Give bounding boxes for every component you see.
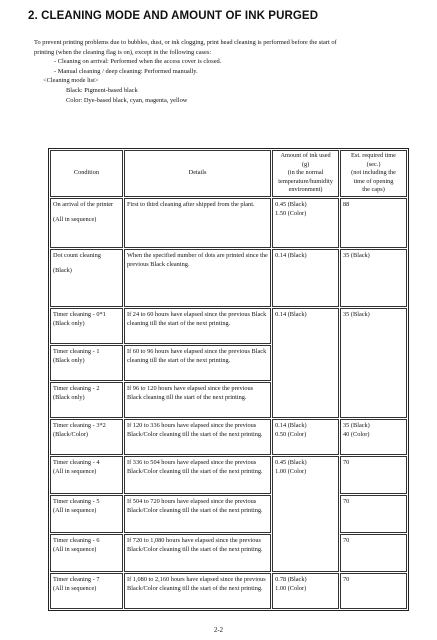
exception-case: - Manual cleaning / deep cleaning: Performed manually. bbox=[54, 67, 198, 75]
table-row bbox=[50, 419, 407, 455]
table-row bbox=[50, 456, 407, 494]
header-time bbox=[340, 150, 407, 197]
amount-value: 0.14 (Black) bbox=[275, 251, 307, 259]
header-condition: Condition bbox=[50, 150, 123, 197]
amount-value: 0.14 (Black) bbox=[275, 310, 307, 318]
condition-name: On arrival of the printer bbox=[53, 200, 114, 208]
time-value: 40 (Color) bbox=[343, 430, 370, 438]
amount-value: 0.45 (Black) bbox=[275, 200, 307, 208]
header-amount-line: environment) bbox=[288, 186, 323, 194]
header-amount-line: temperature/humidity bbox=[278, 177, 333, 185]
condition-name: Timer cleaning - 3*2 bbox=[53, 421, 106, 429]
amount-cell bbox=[272, 198, 339, 248]
header-amount-line: (in the normal bbox=[287, 169, 324, 177]
amount-value: 0.45 (Black) bbox=[275, 458, 307, 466]
header-time-line: time of opening bbox=[353, 177, 394, 185]
condition-cell bbox=[50, 456, 123, 494]
time-value: 88 bbox=[343, 200, 350, 208]
time-cell bbox=[340, 534, 407, 572]
condition-cell bbox=[50, 534, 123, 572]
cleaning-mode-table bbox=[48, 148, 409, 611]
table-row bbox=[50, 249, 407, 307]
amount-cell bbox=[272, 249, 339, 307]
time-cell bbox=[340, 495, 407, 533]
time-cell bbox=[340, 249, 407, 307]
time-value: 70 bbox=[343, 497, 350, 505]
amount-value: 0.50 (Color) bbox=[275, 430, 307, 438]
details-cell: If 504 to 720 hours have elapsed since the previous Black/Color cleaning till the start of the next printing. bbox=[124, 495, 271, 533]
condition-cell bbox=[50, 198, 123, 248]
table-row bbox=[50, 573, 407, 609]
header-details: Details bbox=[124, 150, 271, 197]
cleaning-mode-list-title: <Cleaning mode list> bbox=[43, 77, 99, 85]
intro-text bbox=[34, 38, 430, 105]
amount-value: 1.50 (Color) bbox=[275, 209, 307, 217]
exception-case: - Cleaning on arrival: Performed when the access cover is closed. bbox=[54, 58, 222, 66]
condition-note: (All in sequence) bbox=[53, 215, 97, 223]
table-row bbox=[50, 308, 407, 344]
time-cell bbox=[340, 573, 407, 609]
condition-cell bbox=[50, 573, 123, 609]
amount-cell bbox=[272, 419, 339, 455]
details-cell: If 336 to 504 hours have elapsed since the previous Black/Color cleaning till the start of the next printing. bbox=[124, 456, 271, 494]
table-row bbox=[50, 198, 407, 248]
header-time-line: (sec.) bbox=[366, 160, 381, 168]
details-cell: When the specified number of dots are printed since the previous Black cleaning. bbox=[124, 249, 271, 307]
condition-name: Timer cleaning - 0*1 bbox=[53, 310, 106, 318]
amount-value: 0.78 (Black) bbox=[275, 575, 307, 583]
intro-line: printing (when the cleaning flag is on), except in the following cases: bbox=[34, 48, 212, 56]
condition-note: (Black only) bbox=[53, 356, 85, 364]
details-cell: If 720 to 1,080 hours have elapsed since the previous Black/Color cleaning till the start of the next printing. bbox=[124, 534, 271, 572]
time-value: 35 (Black) bbox=[343, 421, 370, 429]
amount-value: 1.00 (Color) bbox=[275, 584, 307, 592]
condition-name: Timer cleaning - 1 bbox=[53, 347, 100, 355]
section-heading: 2. CLEANING MODE AND AMOUNT OF INK PURGED bbox=[28, 10, 319, 22]
condition-note: (Black/Color) bbox=[53, 430, 88, 438]
condition-name: Timer cleaning - 7 bbox=[53, 575, 100, 583]
time-value: 70 bbox=[343, 575, 350, 583]
header-amount bbox=[272, 150, 339, 197]
details-cell: If 24 to 60 hours have elapsed since the previous Black cleaning till the start of the next printing. bbox=[124, 308, 271, 344]
header-time-line: the caps) bbox=[362, 186, 385, 194]
time-cell bbox=[340, 198, 407, 248]
time-cell bbox=[340, 456, 407, 494]
condition-name: Dot count cleaning bbox=[53, 251, 101, 259]
condition-name: Timer cleaning - 5 bbox=[53, 497, 100, 505]
table-row bbox=[50, 534, 407, 572]
condition-note: (Black) bbox=[53, 266, 72, 274]
condition-note: (All in sequence) bbox=[53, 467, 97, 475]
header-time-line: Est. required time bbox=[351, 152, 396, 159]
condition-cell bbox=[50, 308, 123, 344]
table-row bbox=[50, 495, 407, 533]
details-cell: If 96 to 120 hours have elapsed since the previous Black cleaning till the start of the next printing. bbox=[124, 382, 271, 418]
condition-note: (Black only) bbox=[53, 319, 85, 327]
details-cell: If 60 to 96 hours have elapsed since the previous Black cleaning till the start of the next printing. bbox=[124, 345, 271, 381]
amount-value: 0.14 (Black) bbox=[275, 421, 307, 429]
intro-line: To prevent printing problems due to bubbles, dust, or ink clogging, print head cleaning is performed before the start of bbox=[34, 39, 337, 46]
condition-note: (All in sequence) bbox=[53, 584, 97, 592]
amount-cell bbox=[272, 308, 339, 418]
condition-cell bbox=[50, 419, 123, 455]
header-time-line: (not including the bbox=[351, 169, 396, 177]
page-number: 2-2 bbox=[213, 627, 224, 634]
details-cell: If 1,080 to 2,160 hours have elapsed since the previous Black/Color cleaning till the start of the next printing. bbox=[124, 573, 271, 609]
condition-cell bbox=[50, 495, 123, 533]
time-value: 70 bbox=[343, 536, 350, 544]
condition-cell bbox=[50, 382, 123, 418]
amount-cell bbox=[272, 573, 339, 609]
condition-note: (Black only) bbox=[53, 393, 85, 401]
condition-note: (All in sequence) bbox=[53, 506, 97, 514]
amount-value: 1.00 (Color) bbox=[275, 467, 307, 475]
time-value: 35 (Black) bbox=[343, 251, 370, 259]
header-amount-line: (g) bbox=[301, 160, 310, 168]
condition-note: (All in sequence) bbox=[53, 545, 97, 553]
mode-black: Black: Pigment-based black bbox=[66, 86, 138, 94]
time-value: 35 (Black) bbox=[343, 310, 370, 318]
time-cell bbox=[340, 308, 407, 418]
condition-name: Timer cleaning - 6 bbox=[53, 536, 100, 544]
time-cell bbox=[340, 419, 407, 455]
condition-name: Timer cleaning - 2 bbox=[53, 384, 100, 392]
details-cell: First to third cleaning after shipped from the plant. bbox=[124, 198, 271, 248]
details-cell: If 120 to 336 hours have elapsed since the previous Black/Color cleaning till the start of the next printing. bbox=[124, 419, 271, 455]
condition-cell bbox=[50, 249, 123, 307]
condition-cell bbox=[50, 345, 123, 381]
mode-color: Color: Dye-based black, cyan, magenta, yellow bbox=[66, 96, 188, 104]
time-value: 70 bbox=[343, 458, 350, 466]
header-amount-line: Amount of ink used bbox=[280, 152, 331, 159]
condition-name: Timer cleaning - 4 bbox=[53, 458, 100, 466]
amount-cell bbox=[272, 456, 339, 572]
